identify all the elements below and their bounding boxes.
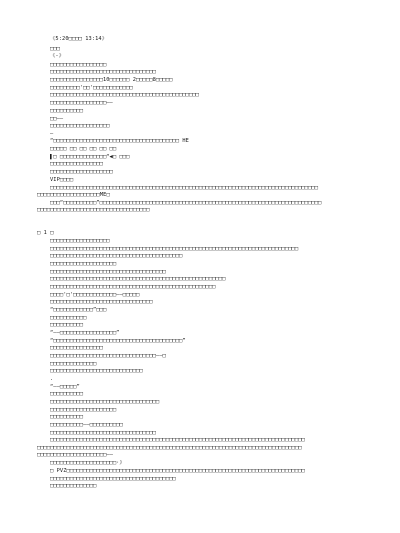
text-line: □□□□□□□□□□□□□□□□□□□□□□□□□□□□□□□□□□□□□□□□□□□□□□□□□□□□□□□□□□□□□□□□□□□□□□□□□□□□□□□□□ xyxy=(50,185,319,191)
text-line: □□□□□□□□□□ xyxy=(50,108,84,114)
text-line: “□□□□□□□□□□□□”□□□ xyxy=(50,307,107,313)
text-line: □□□□□□□□□□□□□□□□ xyxy=(50,345,103,351)
text-line: □□□□□□□□□□□□□□□□□□ xyxy=(50,238,110,244)
text-line: “——□□□□□□□□□□□□□□□□□” xyxy=(50,330,120,336)
text-line: □□□□□□□□□□ xyxy=(50,391,84,397)
text-line: □□□□□□□□□□□□□□□□□□□□□□□□□□□□□□□□——□ xyxy=(50,353,166,359)
text-line: □□□□□□□□□□□□□□ xyxy=(50,483,97,489)
text-line: ▌□ □□□□□□□□□□□□□□“◀□ □□□ xyxy=(50,154,130,160)
text-line: □□□□□□□□□□□□□□□□□□□□□□□□□□□□□□□□□□ xyxy=(37,207,150,213)
text-line: □□—— xyxy=(50,116,64,122)
text-line: □□□□□□□□□□□□□□□□□□□□□□□□□□□□□□□□□□□□□□□□□□□□□ xyxy=(50,92,199,98)
text-line: □□□□□□□□□□□□□□□□□□□□□□□□□□□□□□□ xyxy=(50,299,153,305)
text-line: □□□□□□□□□□□□□□□□□—— xyxy=(50,100,113,106)
text-line: . xyxy=(50,376,54,382)
text-line: □□□□□□□□□□□□□□□□□□□□□□□□□□□□□□□□□□□□□□□□□□□□□□□□□□ xyxy=(50,284,216,290)
text-line: □□□□□□□□□□ xyxy=(50,322,84,328)
text-line: 《5:20□□□□ 13:14》 xyxy=(50,36,108,42)
text-line: □□□□□□□□□□□□□□□□□□ xyxy=(50,123,110,129)
text-line: □□□□□□□□□□□□□□□□□□□□ xyxy=(50,261,117,267)
text-line: □□□□□□□□□□□□□□□□□□□□□□□□□□□□□□□□ xyxy=(50,69,156,75)
text-line: □□□□'□'□□□□□□□□□□□□□——□□□□□ xyxy=(50,292,140,298)
text-line: □□□□□□□□□□□□□□□□□□□□□□□□□□□□ xyxy=(50,368,143,374)
text-line: □□□ xyxy=(50,46,60,52)
section-heading: □ 1 □ xyxy=(37,230,54,236)
text-line: □□□□□□□□□□□□□□□□□□□ xyxy=(50,169,113,175)
text-line: 《-》 xyxy=(50,53,65,59)
text-line: — xyxy=(50,131,54,137)
text-line: “□□□□□□□□□□□□□□□□□□□□□□□□□□□□□□□□□□□□□□□” xyxy=(50,338,186,344)
text-line: □□□□□□□□□□□□□□□□□□□□□□□□□□□□□□□□ xyxy=(50,430,156,436)
text-line: □□□□□□□□□□□□□□□□□□□□□□□□□□□□□□□□□□□□□□□□□□□□□□□□□□□□□□□□□□□□□□□□□□□□□□□□□□□□□ xyxy=(50,437,305,443)
text-line: □□□□□□□□□□□□□□□□□□□□□□□□□□□□□□□□□□□□□□□□□□□□□□□□□□□□□□□□□□□□□□□□□□□□□□□□□□□□□□□□ xyxy=(37,445,302,451)
text-line: □□□□□□□□□□□□□□□□□□□□□□□□□□□□□□□□□□□□□□□□ xyxy=(50,253,183,259)
text-line: □□□□□□□□□□□□□□□□10□□□□□□ 2□□□□□8□□□□□ xyxy=(50,77,173,83)
text-line: □□□□□□□□□□□□□□□□□□□□·》 xyxy=(50,460,125,466)
text-line: □□□□□□□□□'□□'□□□□□□□□□□□□ xyxy=(50,85,133,91)
text-line: □□□□□□□□□□□□□□□□□□□□□□□□□□□□□□□□□□□□□□□□□□□□□□□□□□□□□ xyxy=(50,276,226,282)
text-line: □□□□□□□□□□□□□□□□□□□□□□□□□□□□□□□□□ xyxy=(50,399,160,405)
text-line: “□□□□□□□□□□□□□□□□□□□□□□□□□□□□□□□□□□□□□□ HE xyxy=(50,138,189,144)
text-line: “——□□□□□” xyxy=(50,384,80,390)
text-line: □□□□□□□□□□□□□□ xyxy=(50,361,97,367)
text-line: □□□□□□□□□□ xyxy=(50,414,84,420)
text-line: □□□□□□□□□□□□□□□□□ xyxy=(50,62,107,68)
text-line: □□□□□□□□□□□□□□□□□□□□ xyxy=(50,407,117,413)
text-line: □□□□□□□□□□□□□□□□□□□ME□ xyxy=(37,192,110,198)
text-line: □□□□□□□□□□□□□□□□□□□□□—— xyxy=(37,452,114,458)
text-line: □□□“□□□□□□□□□□”□□□□□□□□□□□□□□□□□□□□□□□□□□□□□□□□□□□□□□□□□□□□□□□□□□□□□□□□□□□□□□□□□□□ xyxy=(50,200,322,206)
text-line: □□□□□□□□□□□□□□□□□□□□□□□□□□□□□□□□□□□□□□□□□□□□□□□□□□□□□□□□□□□□□□□□□□□□□□□□□□□ xyxy=(50,246,299,252)
text-line: □□□□□□□□□□□□□□□□ xyxy=(50,161,103,167)
text-line: □□□□□□□□□□□ xyxy=(50,315,87,321)
text-line: □□□□□□□□□□□□□□□□□□□□□□□□□□□□□□□□□□□□□□ xyxy=(50,476,176,482)
text-line: □□□□□□□□□□——□□□□□□□□□□ xyxy=(50,422,123,428)
text-line: VIP□□□□ xyxy=(50,177,74,183)
text-line: □□□□□ □□ □□ □□ □□ □□ xyxy=(50,146,117,152)
text-line: □ PVZ□□□□□□□□□□□□□□□□□□□□□□□□□□□□□□□□□□□□□□□□□□□□□□□□□□□□□□□□□□□□□□□□□□□□□□□□ xyxy=(50,468,305,474)
text-line: □□□□□□□□□□□□□□□□□□□□□□□□□□□□□□□□□□□ xyxy=(50,269,166,275)
